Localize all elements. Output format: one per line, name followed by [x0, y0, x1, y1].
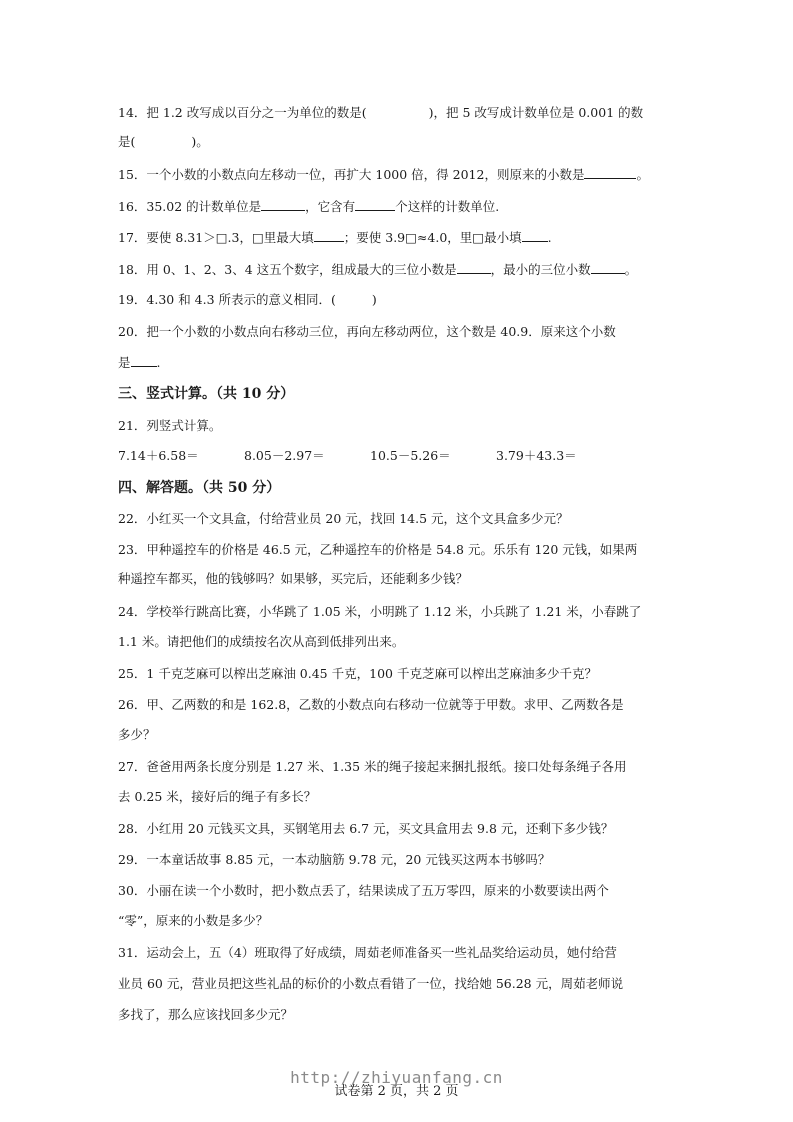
question-23-line1: 23．甲种遥控车的价格是 46.5 元，乙种遥控车的价格是 54.8 元。乐乐有 120 元钱，如果两	[118, 542, 638, 557]
question-20-line2: 是 .	[118, 355, 161, 370]
question-21: 21．列竖式计算。	[118, 418, 222, 433]
answer-blank	[261, 198, 305, 211]
answer-blank	[131, 354, 157, 367]
answer-blank	[355, 198, 395, 211]
question-16: 16．35.02 的计数单位是 ，它含有 个这样的计数单位.	[118, 199, 500, 214]
answer-blank	[522, 229, 548, 242]
question-14-line2: 是( )。	[118, 134, 209, 149]
question-18: 18．用 0、1、2、3、4 这五个数字，组成最大的三位小数是 ，最小的三位小数 。	[118, 262, 638, 277]
question-19: 19．4.30 和 4.3 所表示的意义相同．( )	[118, 292, 377, 307]
question-28: 28．小红用 20 元钱买文具，买钢笔用去 6.7 元，买文具盒用去 9.8 元，还剩下多少钱？	[118, 821, 614, 836]
question-31-line3: 多找了，那么应该找回多少元？	[118, 1007, 294, 1022]
question-23-line2: 种遥控车都买，他的钱够吗？如果够，买完后，还能剩多少钱？	[118, 571, 469, 586]
answer-blank	[314, 229, 344, 242]
question-22: 22．小红买一个文具盒，付给营业员 20 元，找回 14.5 元，这个文具盒多少元？	[118, 511, 569, 526]
answer-blank	[457, 261, 491, 274]
question-26-line2: 多少？	[118, 727, 156, 742]
question-26-line1: 26．甲、乙两数的和是 162.8，乙数的小数点向右移动一位就等于甲数。求甲、乙两数各是	[118, 697, 624, 712]
calc-item: 7.14＋6.58＝	[118, 448, 199, 463]
question-29: 29．一本童话故事 8.85 元，一本动脑筋 9.78 元，20 元钱买这两本书够吗？	[118, 852, 551, 867]
page-footer: 试卷第 2 页，共 2 页	[334, 1084, 459, 1099]
calculation-row	[118, 447, 675, 465]
question-17: 17．要使 8.31＞□.3，□里最大填 ；要使 3.9□≈4.0，里□最小填 .	[118, 230, 552, 245]
question-25: 25．1 千克芝麻可以榨出芝麻油 0.45 千克，100 千克芝麻可以榨出芝麻油多少千克？	[118, 666, 597, 681]
question-20-line1: 20．把一个小数的小数点向右移动三位，再向左移动两位，这个数是 40.9．原来这个小数	[118, 324, 616, 339]
question-27-line2: 去 0.25 米，接好后的绳子有多长？	[118, 789, 317, 804]
question-24-line1: 24．学校举行跳高比赛，小华跳了 1.05 米，小明跳了 1.12 米，小兵跳了 1.21 米，小春跳了	[118, 604, 642, 619]
watermark-url: http://zhiyuanfang.cn	[290, 1068, 503, 1087]
answer-blank	[591, 261, 625, 274]
calc-item: 3.79＋43.3＝	[496, 448, 577, 463]
question-15: 15．一个小数的小数点向左移动一位，再扩大 1000 倍，得 2012，则原来的小数是 。	[118, 167, 649, 182]
calc-item: 8.05－2.97＝	[244, 448, 325, 463]
section-3-heading: 三、竖式计算。（共 10 分）	[118, 386, 295, 402]
question-24-line2: 1.1 米。请把他们的成绩按名次从高到低排列出来。	[118, 634, 405, 649]
question-27-line1: 27．爸爸用两条长度分别是 1.27 米、1.35 米的绳子接起来捆扎报纸。接口处每条绳子各用	[118, 759, 627, 774]
question-30-line2: “零”，原来的小数是多少？	[118, 913, 269, 928]
question-30-line1: 30．小丽在读一个小数时，把小数点丢了，结果读成了五万零四，原来的小数要读出两个	[118, 883, 609, 898]
question-14-line1: 14．把 1.2 改写成以百分之一为单位的数是( )，把 5 改写成计数单位是 0.001 的数	[118, 105, 644, 120]
answer-blank	[584, 166, 636, 179]
section-4-heading: 四、解答题。（共 50 分）	[118, 480, 281, 496]
calc-item: 10.5－5.26＝	[370, 448, 451, 463]
question-31-line1: 31．运动会上，五（4）班取得了好成绩，周茹老师准备买一些礼品奖给运动员，她付给营	[118, 945, 617, 960]
question-31-line2: 业员 60 元，营业员把这些礼品的标价的小数点看错了一位，找给她 56.28 元，周茹老师说	[118, 976, 624, 991]
